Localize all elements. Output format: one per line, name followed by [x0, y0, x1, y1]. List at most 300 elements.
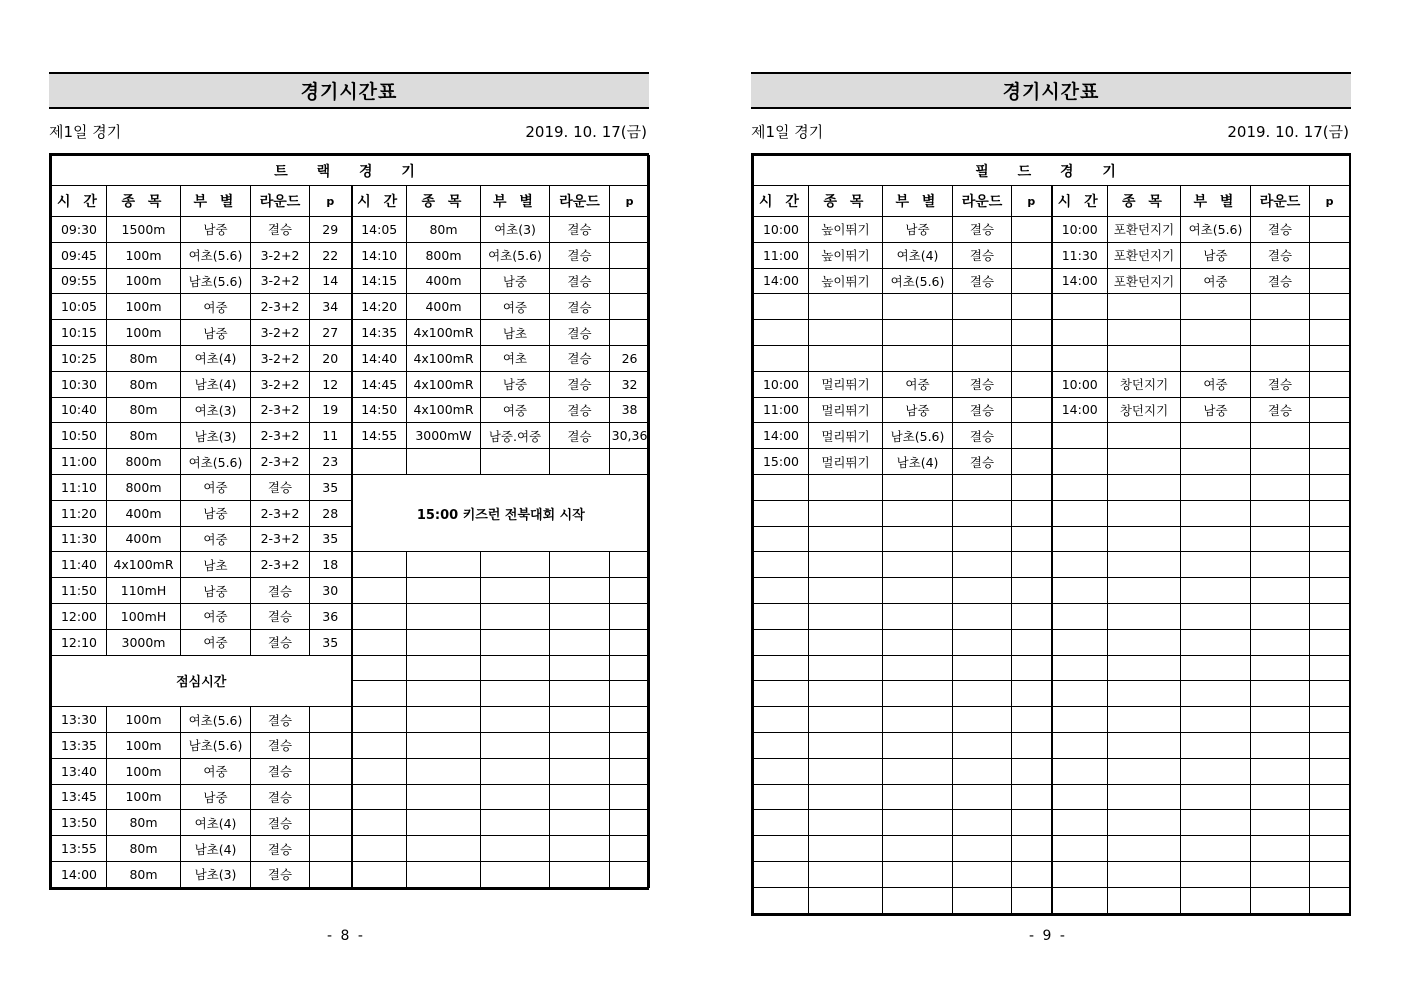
cell-time	[1052, 345, 1108, 371]
cell-time: 13:45	[52, 784, 107, 810]
cell-event	[809, 603, 883, 629]
cell-event: 800m	[107, 474, 181, 500]
field-table	[753, 155, 1350, 914]
cell-division	[1181, 732, 1251, 758]
cell-round: 결승	[1251, 242, 1310, 268]
cell-time	[1052, 732, 1108, 758]
cell-round	[1251, 784, 1310, 810]
cell-event	[809, 294, 883, 320]
cell-time: 11:00	[754, 397, 809, 423]
field-schedule-table	[751, 153, 1351, 916]
cell-time: 10:25	[52, 345, 107, 371]
table-row	[52, 294, 650, 320]
cell-page	[310, 707, 352, 733]
cell-division: 남중.여중	[481, 423, 550, 449]
cell-page	[1012, 500, 1052, 526]
table-row	[52, 320, 650, 346]
cell-event	[809, 655, 883, 681]
cell-time: 10:00	[754, 371, 809, 397]
cell-event	[1108, 887, 1181, 913]
empty-cell	[610, 836, 650, 862]
cell-division	[481, 449, 550, 475]
cell-round: 결승	[550, 320, 610, 346]
cell-page	[1012, 449, 1052, 475]
table-row	[754, 578, 1350, 604]
cell-event: 4x100mR	[407, 345, 481, 371]
cell-round: 결승	[251, 474, 310, 500]
cell-division	[1181, 810, 1251, 836]
empty-cell	[481, 861, 550, 887]
empty-cell	[481, 578, 550, 604]
empty-cell	[610, 629, 650, 655]
cell-event: 4x100mR	[407, 320, 481, 346]
empty-cell	[481, 758, 550, 784]
cell-division: 남중	[181, 500, 251, 526]
cell-time: 13:50	[52, 810, 107, 836]
cell-event: 멀리뛰기	[809, 397, 883, 423]
cell-round: 2-3+2	[251, 397, 310, 423]
cell-round: 결승	[1251, 371, 1310, 397]
cell-time: 14:00	[1052, 397, 1108, 423]
cell-page	[610, 242, 650, 268]
empty-cell	[550, 784, 610, 810]
cell-division: 남초(5.6)	[181, 268, 251, 294]
cell-event	[809, 758, 883, 784]
cell-time: 15:00	[754, 449, 809, 475]
cell-page	[1012, 294, 1052, 320]
cell-round: 결승	[251, 578, 310, 604]
header-round: 라운드	[550, 186, 610, 217]
header-page: p	[1012, 186, 1052, 217]
cell-event	[1108, 423, 1181, 449]
empty-cell	[610, 810, 650, 836]
cell-time: 10:05	[52, 294, 107, 320]
cell-round: 결승	[953, 242, 1012, 268]
cell-division	[883, 887, 953, 913]
cell-time	[1052, 887, 1108, 913]
empty-cell	[550, 836, 610, 862]
header-time: 시 간	[1052, 186, 1108, 217]
empty-cell	[352, 603, 407, 629]
empty-cell	[550, 603, 610, 629]
empty-cell	[481, 552, 550, 578]
header-division: 부 별	[181, 186, 251, 217]
cell-time: 14:20	[352, 294, 407, 320]
cell-division: 남중	[481, 268, 550, 294]
cell-time: 11:30	[52, 526, 107, 552]
cell-event	[1108, 474, 1181, 500]
cell-event: 높이뛰기	[809, 242, 883, 268]
cell-event	[809, 578, 883, 604]
empty-cell	[407, 552, 481, 578]
cell-division: 여초	[481, 345, 550, 371]
cell-event: 높이뛰기	[809, 217, 883, 243]
cell-time	[1052, 629, 1108, 655]
cell-round: 결승	[1251, 268, 1310, 294]
cell-time	[1052, 552, 1108, 578]
cell-event: 1500m	[107, 217, 181, 243]
cell-time	[754, 629, 809, 655]
cell-round: 3-2+2	[251, 345, 310, 371]
cell-division	[883, 552, 953, 578]
cell-round: 2-3+2	[251, 552, 310, 578]
cell-event: 110mH	[107, 578, 181, 604]
cell-event	[809, 500, 883, 526]
cell-division: 남초(4)	[883, 449, 953, 475]
cell-page	[1310, 629, 1350, 655]
cell-round	[953, 345, 1012, 371]
empty-cell	[481, 784, 550, 810]
cell-time: 10:30	[52, 371, 107, 397]
header-event: 종 목	[1108, 186, 1181, 217]
cell-round: 결승	[550, 371, 610, 397]
cell-page	[1012, 732, 1052, 758]
cell-time: 14:35	[352, 320, 407, 346]
cell-division: 여초(5.6)	[181, 242, 251, 268]
cell-round	[1251, 887, 1310, 913]
cell-page: 35	[310, 629, 352, 655]
cell-round: 2-3+2	[251, 526, 310, 552]
cell-round	[1251, 836, 1310, 862]
cell-page: 19	[310, 397, 352, 423]
cell-event	[1108, 294, 1181, 320]
left-page	[49, 72, 649, 890]
track-header-row	[52, 186, 650, 217]
empty-cell	[481, 732, 550, 758]
cell-division	[1181, 294, 1251, 320]
cell-round	[953, 629, 1012, 655]
cell-time	[754, 474, 809, 500]
empty-cell	[481, 681, 550, 707]
cell-time	[1052, 655, 1108, 681]
table-row	[754, 526, 1350, 552]
cell-page	[310, 758, 352, 784]
cell-event: 100m	[107, 707, 181, 733]
cell-event: 80m	[107, 397, 181, 423]
cell-division: 여중	[181, 526, 251, 552]
cell-round	[953, 655, 1012, 681]
cell-time	[754, 707, 809, 733]
cell-event: 3000mW	[407, 423, 481, 449]
cell-division: 여초(4)	[181, 345, 251, 371]
cell-round: 결승	[953, 268, 1012, 294]
cell-time	[1052, 578, 1108, 604]
cell-round: 결승	[953, 217, 1012, 243]
cell-division	[1181, 603, 1251, 629]
cell-page: 26	[610, 345, 650, 371]
header-event: 종 목	[809, 186, 883, 217]
table-row	[754, 474, 1350, 500]
table-row	[754, 552, 1350, 578]
cell-time: 11:00	[754, 242, 809, 268]
track-table	[51, 155, 650, 888]
table-row	[754, 887, 1350, 913]
cell-page	[1310, 784, 1350, 810]
cell-round	[1251, 526, 1310, 552]
cell-page	[1310, 526, 1350, 552]
cell-division	[1181, 345, 1251, 371]
cell-page	[1310, 603, 1350, 629]
header-division: 부 별	[883, 186, 953, 217]
table-row	[52, 655, 650, 681]
table-row	[52, 758, 650, 784]
kids-run-note: 15:00 키즈런 전북대회 시작	[352, 474, 650, 551]
cell-round: 결승	[251, 629, 310, 655]
empty-cell	[407, 732, 481, 758]
empty-cell	[610, 655, 650, 681]
cell-event	[1108, 861, 1181, 887]
cell-division: 남중	[883, 217, 953, 243]
cell-round	[1251, 861, 1310, 887]
header-time: 시 간	[754, 186, 809, 217]
empty-cell	[407, 836, 481, 862]
right-subline	[751, 109, 1351, 153]
cell-time: 14:00	[1052, 268, 1108, 294]
cell-round: 결승	[550, 242, 610, 268]
cell-page	[1012, 217, 1052, 243]
cell-page	[1310, 423, 1350, 449]
cell-division: 남중	[883, 397, 953, 423]
cell-time: 14:40	[352, 345, 407, 371]
cell-event	[1108, 526, 1181, 552]
cell-event	[1108, 449, 1181, 475]
cell-page: 30	[310, 578, 352, 604]
table-row	[52, 784, 650, 810]
cell-page	[1012, 681, 1052, 707]
empty-cell	[407, 810, 481, 836]
cell-page	[1012, 861, 1052, 887]
cell-division: 남초(3)	[181, 423, 251, 449]
empty-cell	[550, 861, 610, 887]
cell-event	[809, 526, 883, 552]
cell-round: 3-2+2	[251, 242, 310, 268]
table-row	[754, 268, 1350, 294]
cell-event: 100m	[107, 758, 181, 784]
cell-round	[1251, 707, 1310, 733]
table-row	[754, 861, 1350, 887]
cell-page	[1310, 500, 1350, 526]
empty-cell	[481, 836, 550, 862]
cell-page	[1310, 449, 1350, 475]
table-row	[754, 449, 1350, 475]
cell-event	[1108, 629, 1181, 655]
cell-round	[953, 707, 1012, 733]
table-row	[52, 578, 650, 604]
cell-event: 80m	[107, 861, 181, 887]
table-row	[754, 397, 1350, 423]
cell-event: 멀리뛰기	[809, 423, 883, 449]
cell-page	[1012, 784, 1052, 810]
cell-round: 결승	[251, 861, 310, 887]
cell-round: 2-3+2	[251, 500, 310, 526]
cell-time	[754, 552, 809, 578]
cell-division	[883, 603, 953, 629]
lunch-break-note: 점심시간	[52, 655, 352, 707]
empty-cell	[550, 732, 610, 758]
cell-time: 14:00	[754, 268, 809, 294]
cell-round: 3-2+2	[251, 371, 310, 397]
cell-division	[1181, 552, 1251, 578]
cell-page	[1012, 423, 1052, 449]
cell-event	[809, 345, 883, 371]
empty-cell	[550, 810, 610, 836]
cell-division	[1181, 784, 1251, 810]
cell-event: 100m	[107, 320, 181, 346]
cell-time	[1052, 681, 1108, 707]
cell-round	[1251, 423, 1310, 449]
table-row	[754, 836, 1350, 862]
cell-event: 4x100mR	[407, 397, 481, 423]
cell-round	[1251, 474, 1310, 500]
table-row	[754, 629, 1350, 655]
cell-round: 결승	[550, 294, 610, 320]
cell-round: 결승	[251, 603, 310, 629]
cell-page	[1012, 655, 1052, 681]
cell-round: 결승	[1251, 397, 1310, 423]
cell-page	[1012, 552, 1052, 578]
empty-cell	[352, 732, 407, 758]
cell-event: 멀리뛰기	[809, 449, 883, 475]
cell-event	[1108, 655, 1181, 681]
cell-division: 여중	[481, 397, 550, 423]
left-date-label: 2019. 10. 17(금)	[525, 122, 647, 141]
cell-page	[1012, 242, 1052, 268]
cell-page	[310, 810, 352, 836]
cell-division: 남초(4)	[181, 371, 251, 397]
cell-event: 포환던지기	[1108, 242, 1181, 268]
cell-page	[1012, 268, 1052, 294]
header-event: 종 목	[407, 186, 481, 217]
cell-page	[1012, 629, 1052, 655]
cell-division	[1181, 320, 1251, 346]
cell-time: 10:15	[52, 320, 107, 346]
cell-time	[754, 603, 809, 629]
cell-time	[754, 887, 809, 913]
cell-time	[754, 345, 809, 371]
cell-event: 창던지기	[1108, 371, 1181, 397]
cell-division	[1181, 449, 1251, 475]
cell-event: 창던지기	[1108, 397, 1181, 423]
cell-page	[1310, 861, 1350, 887]
cell-event	[809, 887, 883, 913]
cell-division	[883, 526, 953, 552]
cell-page: 14	[310, 268, 352, 294]
cell-event: 100m	[107, 732, 181, 758]
cell-event	[1108, 732, 1181, 758]
empty-cell	[610, 578, 650, 604]
cell-round: 결승	[953, 397, 1012, 423]
table-row	[52, 603, 650, 629]
empty-cell	[481, 655, 550, 681]
cell-time	[754, 500, 809, 526]
cell-page: 34	[310, 294, 352, 320]
cell-round	[953, 500, 1012, 526]
cell-division	[883, 294, 953, 320]
cell-round: 결승	[251, 784, 310, 810]
cell-event: 400m	[407, 268, 481, 294]
cell-round: 2-3+2	[251, 294, 310, 320]
cell-page: 22	[310, 242, 352, 268]
cell-round: 결승	[550, 397, 610, 423]
cell-time: 13:40	[52, 758, 107, 784]
cell-time	[352, 449, 407, 475]
cell-time: 13:35	[52, 732, 107, 758]
cell-time: 13:30	[52, 707, 107, 733]
empty-cell	[407, 603, 481, 629]
table-row	[52, 449, 650, 475]
cell-event	[1108, 552, 1181, 578]
cell-page	[610, 449, 650, 475]
cell-page	[1310, 707, 1350, 733]
cell-division: 남중	[181, 784, 251, 810]
cell-division	[1181, 758, 1251, 784]
cell-round	[953, 603, 1012, 629]
cell-page	[1310, 578, 1350, 604]
table-row	[754, 810, 1350, 836]
header-page: p	[310, 186, 352, 217]
cell-division	[883, 836, 953, 862]
cell-division	[883, 500, 953, 526]
empty-cell	[352, 758, 407, 784]
cell-round	[953, 526, 1012, 552]
cell-event: 80m	[107, 836, 181, 862]
empty-cell	[610, 732, 650, 758]
table-row	[52, 397, 650, 423]
cell-page	[310, 836, 352, 862]
cell-time	[1052, 294, 1108, 320]
cell-division: 여초(4)	[883, 242, 953, 268]
cell-page	[1310, 217, 1350, 243]
cell-division: 남중	[181, 217, 251, 243]
cell-event	[809, 681, 883, 707]
cell-round	[1251, 500, 1310, 526]
cell-page: 36	[310, 603, 352, 629]
cell-page	[310, 784, 352, 810]
empty-cell	[550, 681, 610, 707]
cell-event	[809, 784, 883, 810]
table-row	[52, 217, 650, 243]
right-page-title: 경기시간표	[751, 72, 1351, 109]
cell-page	[1012, 603, 1052, 629]
empty-cell	[352, 681, 407, 707]
cell-time	[754, 758, 809, 784]
cell-round: 결승	[953, 371, 1012, 397]
empty-cell	[610, 707, 650, 733]
cell-page	[1310, 294, 1350, 320]
cell-time	[1052, 707, 1108, 733]
cell-event: 400m	[107, 526, 181, 552]
cell-page: 20	[310, 345, 352, 371]
cell-round: 결승	[251, 217, 310, 243]
empty-cell	[610, 784, 650, 810]
header-page: p	[1310, 186, 1350, 217]
cell-division: 남초(5.6)	[181, 732, 251, 758]
table-row	[754, 320, 1350, 346]
cell-event	[1108, 810, 1181, 836]
cell-time	[1052, 500, 1108, 526]
track-schedule-table	[49, 153, 649, 890]
cell-division	[1181, 629, 1251, 655]
cell-round: 결승	[1251, 217, 1310, 243]
table-row	[754, 423, 1350, 449]
cell-time	[754, 836, 809, 862]
cell-event: 80m	[107, 423, 181, 449]
cell-division: 남초(5.6)	[883, 423, 953, 449]
cell-time: 11:20	[52, 500, 107, 526]
cell-time: 14:15	[352, 268, 407, 294]
cell-round	[1251, 294, 1310, 320]
cell-round	[953, 784, 1012, 810]
